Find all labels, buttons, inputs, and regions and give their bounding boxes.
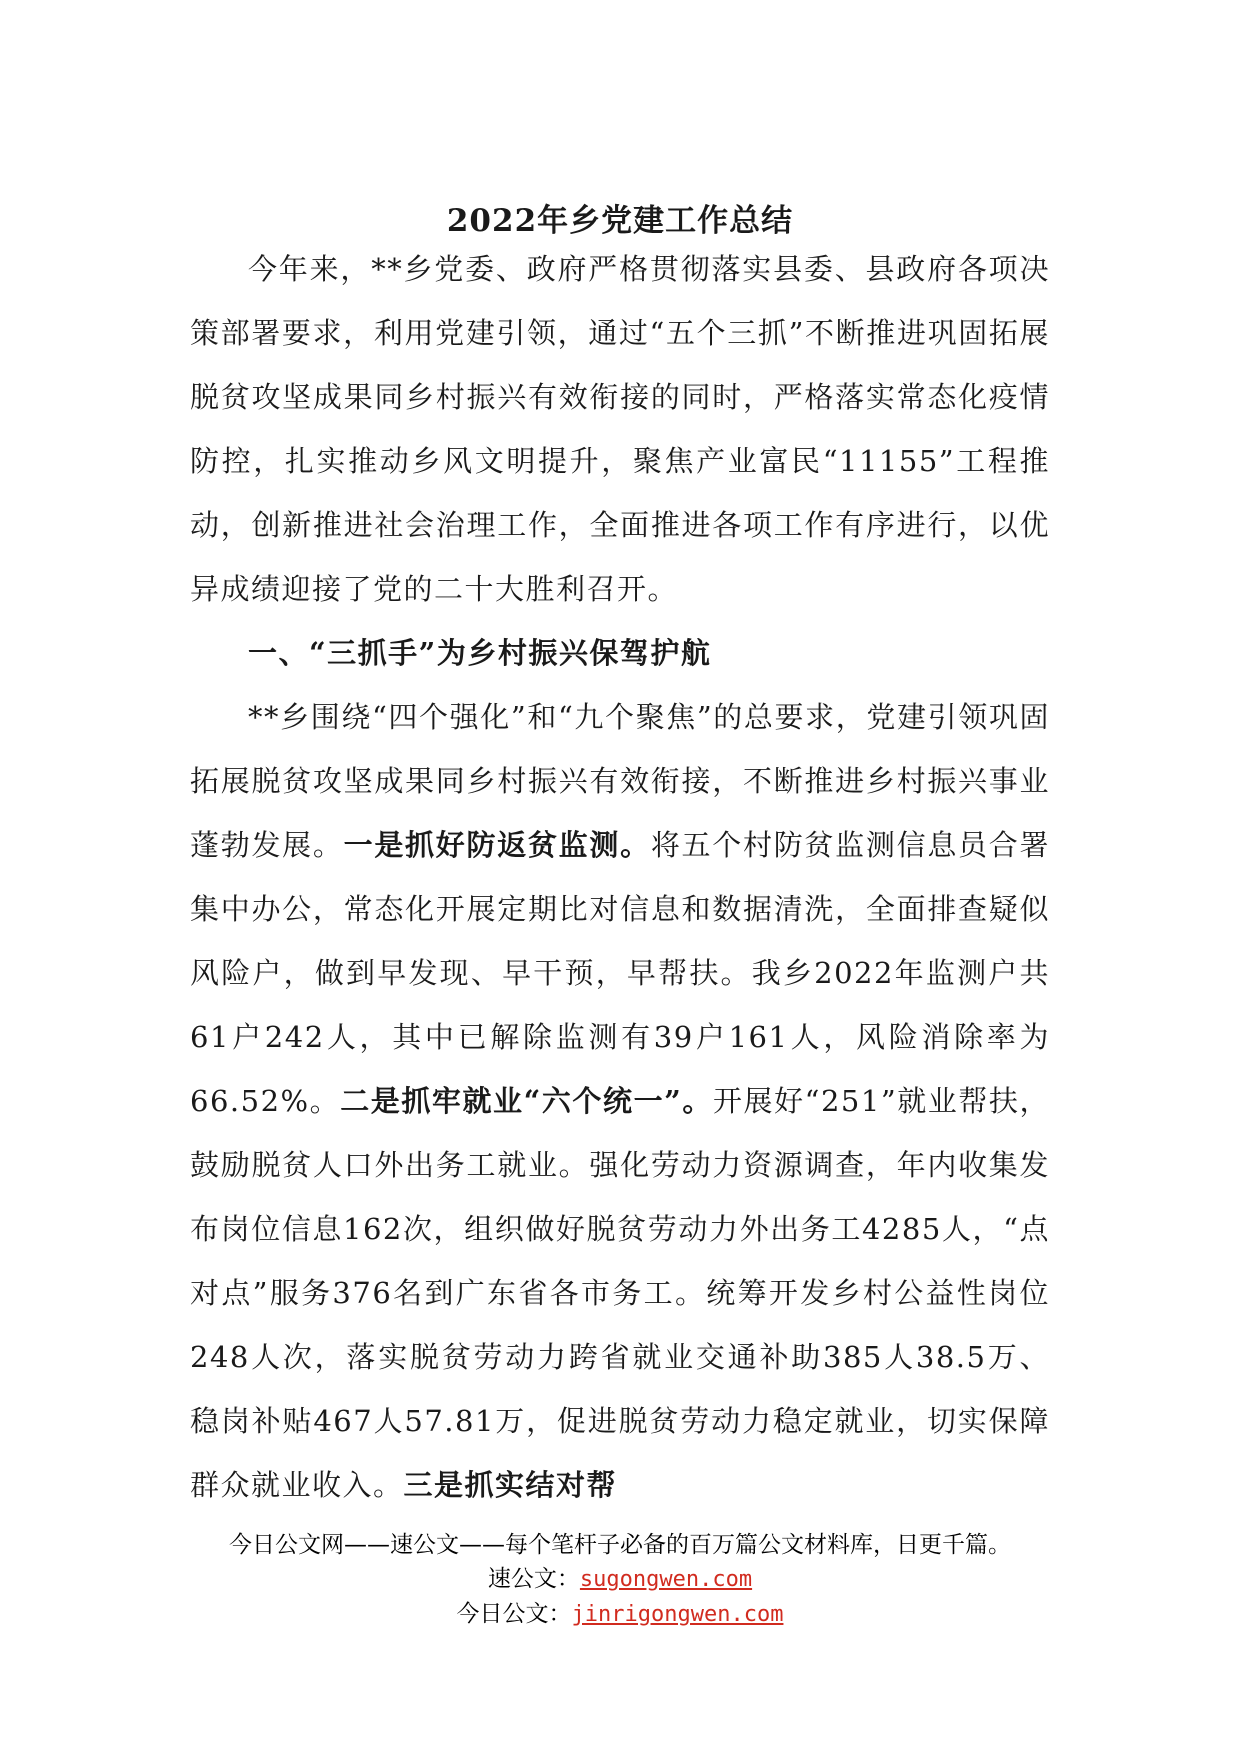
point-three-heading: 三是抓实结对帮: [403, 1468, 618, 1502]
document-body: [190, 237, 1050, 1517]
footer-sugongwen-line: [0, 1562, 1240, 1597]
footer-jinrigongwen-line: [0, 1597, 1240, 1632]
point-one-text: 将五个村防贫监测信息员合署集中办公，常态化开展定期比对信息和数据清洗，全面排查疑似风险户，做到早发现、早干预，早帮扶。我乡2022年监测户共61户242人，其中已解除监测有39户161人，风险消除率为66.52%。: [190, 828, 1050, 1118]
point-two-heading: 二是抓牢就业“六个统一”。: [340, 1084, 713, 1118]
paragraph-lead: **乡围绕“四个强化”和“九个聚焦”的总要求，党建引领巩固拓展脱贫攻坚成果同乡村振兴有效衔接，不断推进乡村振兴事业蓬勃发展。: [190, 700, 1050, 862]
point-one-heading: 一是抓好防返贫监测。: [343, 828, 651, 862]
footer-jinrigongwen-label: 今日公文：: [456, 1601, 572, 1627]
document-title: 2022年乡党建工作总结: [446, 203, 794, 239]
section-paragraph: [190, 685, 1050, 1517]
footer-slogan: 今日公文网——速公文——每个笔杆子必备的百万篇公文材料库，日更千篇。: [229, 1532, 1011, 1558]
section-heading: 一、“三抓手”为乡村振兴保驾护航: [248, 636, 712, 670]
point-two-text: 开展好“251”就业帮扶，鼓励脱贫人口外出务工就业。强化劳动力资源调查，年内收集发布岗位信息162次，组织做好脱贫劳动力外出务工4285人，“点对点”服务376名到广东省各市务工。统筹开发乡村公益性岗位248人次，落实脱贫劳动力跨省就业交通补助385人38.5万、稳岗补贴467人57.81万，促进脱贫劳动力稳定就业，切实保障群众就业收入。: [190, 1084, 1050, 1502]
sugongwen-link[interactable]: sugongwen.com: [579, 1567, 753, 1592]
page-footer: [0, 1528, 1240, 1632]
jinrigongwen-link[interactable]: jinrigongwen.com: [571, 1602, 784, 1627]
intro-paragraph: 今年来，**乡党委、政府严格贯彻落实县委、县政府各项决策部署要求，利用党建引领，通过“五个三抓”不断推进巩固拓展脱贫攻坚成果同乡村振兴有效衔接的同时，严格落实常态化疫情防控，扎实推动乡风文明提升，聚焦产业富民“11155”工程推动，创新推进社会治理工作，全面推进各项工作有序进行，以优异成绩迎接了党的二十大胜利召开。: [190, 252, 1050, 606]
footer-sugongwen-label: 速公文：: [487, 1566, 580, 1592]
